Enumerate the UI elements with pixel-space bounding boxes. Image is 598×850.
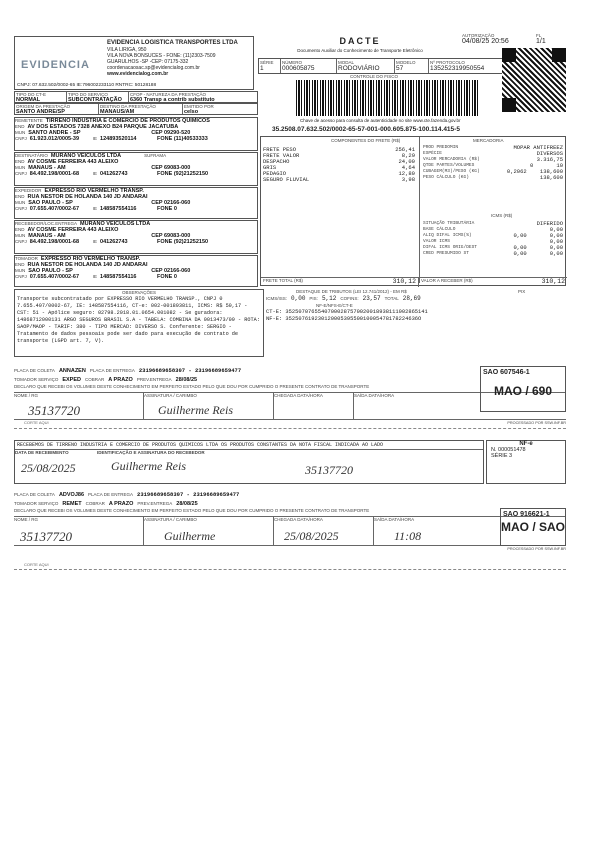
cte-line-2: NF-E: 35250761923012000539550010005478178224636O [266,316,422,322]
party-ie: 124893520114 [100,136,137,142]
placa-coleta-value: ANNAZEN [58,367,86,374]
freight-name: GRIS [263,164,277,171]
party-cnpj: 07.655.407/0002-67 [29,206,80,212]
canhoto-rg-handwritten: 35137720 [305,463,353,477]
party-cnpj: 84.492.198/0001-68 [29,239,80,245]
party-name: EXPRESSO RIO VERMELHO TRANSP. [44,188,144,194]
frete-total-value: 310,12 [392,278,416,285]
party-extra: SUFRAMA [144,153,167,158]
party-ie-label: IE [92,239,98,244]
protocolo-value: 135252319950554 [430,65,485,72]
party-cep: CEP 09290-520 [151,130,191,136]
party-cnpj-label: CNPJ [15,136,27,141]
receipt-block-1 [14,366,566,425]
freight-value: 8,29 [401,152,415,159]
party-end: AV COSME FERREIRA 443 ALEIXO [27,227,119,233]
icms-name: BASE CÁLCULO [423,227,456,232]
party-ie: 041262743 [100,171,128,177]
assinatura-label-2: ASSINATURA / CARIMBO [144,517,197,522]
freight-name: FRETE VALOR [263,152,300,159]
party-role: DESTINATÁRIO [15,153,48,158]
chegada-label: CHEGADA DATA/HORA [274,393,323,398]
assinatura-handwritten-2: Guilherme [164,529,216,543]
party-name: EXPRESSO RIO VERMELHO TRANSP. [40,256,141,262]
origem-label: ORIGEM DA PRESTAÇÃO [16,104,71,109]
party-name: MURANO VEICULOS LTDA [80,221,151,227]
merch-name: VALOR MERCADORIA (R$) [423,157,480,162]
issuer-address3: GUARULHOS -SP -CEP: 07175-332 [107,59,189,65]
prev-entrega-label-2: PREV.ENTREGA [137,501,173,506]
party-mun-label: MUN [15,233,26,238]
party-doc-row [15,274,257,280]
icms-value: DIFERIDO [536,220,563,227]
canhoto-ass-handwritten: Guilherme Reis [111,459,186,473]
party-cep: CEP 02166-060 [151,200,191,206]
party-fone: FONE (92)21252150 [157,239,209,245]
issuer-logo: EVIDENCIA [21,59,90,71]
meta-row-2 [14,103,258,115]
assinatura-handwritten: Guilherme Reis [158,403,233,417]
fl-value: 1/1 [536,38,546,45]
chegada-label-2: CHEGADA DATA/HORA [274,517,323,522]
tributos-total: 28,69 [402,295,421,302]
corte-label-1: CORTE AQUI [24,420,49,425]
icms-iss-label: ICMS/ISS: [266,296,288,301]
party-end-label: END [15,262,25,267]
party-box [14,187,258,219]
saida-handwritten: 11:08 [394,529,422,543]
party-box [14,220,258,254]
placa-entrega-value-2: 23196689658307 - 23196689659477 [137,491,240,498]
protocolo-label: Nº PROTOCOLO [430,60,465,65]
qr-code [502,48,566,112]
tipo-servico-value: SUBCONTRATAÇÃO [68,97,122,103]
tomador-servico-label-2: TOMADOR SERVIÇO [14,501,59,506]
nome-rg-label-2: NOME / RG [14,517,39,522]
party-cnpj: 84.492.198/0001-68 [29,171,80,177]
freight-name: PEDAGIO [263,170,287,177]
freight-value: 4,64 [401,164,415,171]
party-end-label: END [15,124,25,129]
issuer-site: www.evidencialog.com.br [107,71,169,77]
tomador-servico-value-2: REMET [62,500,82,507]
party-ie-label: IE [92,206,98,211]
party-ie-label: IE [92,171,98,176]
freight-value: 3,98 [401,176,415,183]
party-mun-label: MUN [15,268,26,273]
modal-label: MODAL [338,60,355,65]
party-end-label: END [15,194,25,199]
party-ie: 148587554116 [100,274,137,280]
icms-name: VALOR ICMS [423,239,451,244]
declaro-text: DECLARO QUE RECEBI OS VOLUMES DESTE CONHECIMENTO EM PERFEITO ESTADO PELO QUE DOU POR CUMPRIDO O PRESENTE CONTRATO DE TRANSPORTE [14,384,370,389]
fl-label: FL [536,33,542,38]
canhoto-box [14,440,484,484]
route-dest-2: MAO / SAO [501,520,566,534]
freight-name: SEGURO FLUVIAL [263,176,310,183]
pix-label: PIX [518,289,526,294]
route-code-2: SAO 916621-1 [503,511,550,518]
freight-name: DESPACHO [263,158,290,165]
party-mun-label: MUN [15,200,26,205]
componentes-label: COMPONENTES DO FRETE (R$) [331,138,401,143]
merch-value: 0 10 [529,162,563,169]
party-fone: FONE 0 [157,206,177,212]
party-cnpj: 61.923.012/0005-39 [29,136,80,142]
party-end-label: END [15,227,25,232]
freight-value: 24,00 [398,158,415,165]
cobrar-value-2: A PRAZO [108,500,134,507]
party-end: AV DOS ESTADOS 7328 ANEXO B24 PARQUE JACATUBA [27,124,179,130]
destaque-label: DESTAQUE DE TRIBUTOS (LEI 12.741/2012) - EM R$ [296,289,407,294]
party-end: RUA NESTOR DE HOLANDA 140 JD ANDARAI [27,194,148,200]
auth-label: AUTORIZAÇÃO [462,33,495,38]
icms-name: CRED PRESUMIDO ST [423,251,469,256]
parties-block [14,116,258,287]
party-cnpj-label: CNPJ [15,206,27,211]
placa-entrega-value: 23196689658307 - 23196689659477 [138,367,242,374]
total-label: TOTAL [384,296,399,301]
party-doc-row [15,171,257,177]
destino-value: MANAUS/AM [100,109,135,115]
cobrar-value: A PRAZO [108,376,133,383]
party-end-label: END [15,159,25,164]
party-box [14,152,258,186]
cfop-value: 6360 Transp a contrib substituto [130,97,215,103]
cfop-label: CFOP - NATUREZA DA PRESTAÇÃO [130,92,207,97]
observacoes-label: OBSERVAÇÕES [121,290,157,295]
freight-value: 256,41 [395,146,415,153]
icms-value: 0,00 [549,226,563,233]
merch-row [423,175,563,181]
route-code-1: SAO 607546-1 [483,369,530,376]
canhoto-nfe-num: N. 000051478 [491,447,526,453]
issuer-email: coordenacaosac.sp@evidencialog.com.br [107,65,200,71]
numero-value: 000605875 [282,65,315,72]
tributos-pis: 5,12 [321,295,337,302]
canhoto-ident-label: IDENTIFICAÇÃO E ASSINATURA DO RECEBEDOR [97,450,205,455]
valor-receber-value: 310,12 [541,278,565,285]
issuer-address2: VILA NOVA BONSUCES - FONE: (11)2303-7509 [107,53,216,59]
issuer-box [14,36,254,90]
nome-rg-label: NOME / RG [14,393,39,398]
route-dest-1: MAO / 690 [493,384,553,398]
party-role: RECEBEDOR/LOC.ENTREGA [15,221,78,226]
merch-value: 0,2062 138,600 [506,168,563,175]
placa-coleta-value-2: ADVOJ86 [58,491,85,498]
dacte-title-box [258,36,462,58]
placa-coleta-label-2: PLACA DE COLETA [14,492,55,497]
party-doc-row [15,136,257,142]
destino-label: DESTINO DA PRESTAÇÃO [100,104,156,109]
tipo-cte-label: TIPO DO CT-E [16,92,47,97]
tributos-row [266,295,516,302]
prev-entrega-label: PREV.ENTREGA [136,377,172,382]
party-end: RUA NESTOR DE HOLANDA 140 JD ANDARAI [27,262,148,268]
party-fone: FONE 0 [157,274,177,280]
pis-label: PIS: [309,296,318,301]
party-fone: FONE (92)21252150 [157,171,209,177]
icms-name: ALIQ DIFAL ICMS(%) [423,233,472,238]
party-doc-row [15,206,257,212]
serie-value: 1 [260,65,264,72]
icms-name: DIFAL ICMS ORIG/DEST [423,245,478,250]
merch-name: CUBAGEM(M3)/PESO (KG) [423,169,480,174]
route-box-2 [500,508,566,546]
party-role: TOMADOR [15,256,38,261]
nfe-label: NF-E/NFS-E/CT-E [316,303,353,308]
valor-receber-label: VALOR A RECEBER (R$) [421,278,473,283]
party-ie: 041262743 [100,239,128,245]
party-ie-label: IE [92,136,98,141]
placa-coleta-label: PLACA DE COLETA [14,368,55,373]
numero-label: NÚMERO [282,60,302,65]
canhoto-data-handwritten: 25/08/2025 [21,461,76,475]
merch-name: PROD PREDOMIN [423,145,459,150]
values-block [260,136,566,286]
merch-name: ESPÉCIE [423,151,442,156]
party-cep: CEP 69083-000 [151,233,191,239]
tributos-box [266,289,566,357]
chave-acesso: 35.2508.07.632.502/0002-65-57-001-000.605.875-100.114.415-5 [272,126,460,133]
party-mun-label: MUN [15,130,26,135]
declaro-text-2: DECLARO QUE RECEBI OS VOLUMES DESTE CONHECIMENTO EM PERFEITO ESTADO PELO QUE DOU POR CUMPRIDO O PRESENTE CONTRATO DE TRANSPORTE [14,508,370,513]
assinatura-label: ASSINATURA / CARIMBO [144,393,197,398]
totals-row [261,277,567,287]
canhoto-nfe-label: NF-e [519,441,533,447]
party-name: MURANO VEICULOS LTDA [50,153,122,159]
cobrar-label: COBRAR [85,377,105,382]
tomador-servico-value: EXPED [62,376,81,383]
cofins-label: COFINS: [340,296,359,301]
party-fone: FONE (11)40533333 [157,136,208,142]
party-mun: MANAUS - AM [28,165,66,171]
emitido-value: celso [184,109,199,115]
icms-row [423,251,563,257]
icms-name: SITUAÇÃO TRIBUTÁRIA [423,221,475,226]
modelo-value: 57 [396,65,404,72]
icms-value: 0,00 0,00 [513,244,563,251]
frete-total-label: FRETE TOTAL (R$) [263,278,303,283]
origem-value: SANTO ANDRE/SP [16,109,65,115]
fl-box [536,33,566,45]
tipo-servico-label: TIPO DO SERVIÇO [68,92,108,97]
processado-2: PROCESSADO POR SSW.INF.BR [507,547,566,551]
cut-line-1 [14,428,566,429]
merch-value: MOPAR ANTIFREEZ [513,144,563,151]
modal-value: RODOVIÁRIO [338,65,380,72]
controle-fisco-label: CONTROLE DO FISCO [350,74,399,79]
merch-value: 3.316,75 [536,156,563,163]
observacoes-text: Transporte subcontratado por EXPRESSO RIO VERMELHO TRANSP., CNPJ 0 7.655.407/0002-67, IE: 148587554116, CT-e: 002-001893811, ICMS: R$ 50,17 - CST: 51 - Apólice seguro: 02798.2018.01.0654.001082 - Se guradora: 14868712000131 ARGO SEGUROS BRASIL S.A - TABELA: COMBINA DA 0013473/09 - ROTA: SAOP/MAOP - TARIF: 380 - TIPO MERCAD: DIVERSO S. Conferente: SERGIO - Tratamento de dados pessoais pode ser dado para execução de contrato de transporte (LGPD art. 7, V). [17,296,260,344]
party-end: AV COSME FERREIRA 443 ALEIXO [27,159,119,165]
saida-label-2: SAÍDA DATA/HORA [374,517,415,522]
merch-list [423,145,563,181]
processado-1: PROCESSADO POR SSW.INF.BR [507,421,566,425]
party-cep: CEP 02166-060 [151,268,191,274]
emitido-label: EMITIDO POR [184,104,214,109]
canhoto-nfe-serie: SÉRIE 3 [491,453,513,459]
dacte-title: DACTE [339,36,381,46]
chave-note: Chave de acesso para consulta de autenticidade no site www.cte.fazenda.gov.br [300,118,461,123]
party-doc-row [15,239,257,245]
corte-label-2: CORTE AQUI [24,562,49,567]
cut-line-2 [14,569,566,570]
freight-value: 12,80 [398,170,415,177]
merch-value: DIVERSOS [536,150,563,157]
party-cnpj-label: CNPJ [15,274,27,279]
icms-value: 0,00 0,00 [513,250,563,257]
party-cnpj-label: CNPJ [15,171,27,176]
party-cnpj: 07.655.407/0002-67 [29,274,80,280]
tomador-servico-label: TOMADOR SERVIÇO [14,377,59,382]
party-mun: MANAUS - AM [28,233,66,239]
nome-rg-handwritten-2: 35137720 [20,529,72,544]
icms-value: 0,00 0,00 [513,232,563,239]
issuer-name: EVIDENCIA LOGISTICA TRANSPORTES LTDA [107,40,238,46]
party-role: REMETENTE [15,118,43,123]
issuer-cnpj: CNPJ: 07.632.502/0002-65 IE:796002233110 RNTRC: 50128188 [17,83,157,88]
freight-name: FRETE PESO [263,146,297,153]
party-mun: SANTO ANDRE - SP [28,130,81,136]
party-cnpj-label: CNPJ [15,239,27,244]
meta-row-1 [14,91,258,103]
cobrar-label-2: COBRAR [85,501,105,506]
merch-name: PESO CÁLCULO (KG) [423,175,469,180]
route-box-1 [480,366,566,412]
modelo-label: MODELO [396,60,416,65]
party-ie-label: IE [92,274,98,279]
party-role: EXPEDIDOR [15,188,42,193]
fiscal-barcode [296,80,480,116]
canhoto-nfe-box [486,440,566,484]
icms-value: 0,00 [549,238,563,245]
auth-box [462,33,532,45]
auth-value: 04/08/25 20:56 [462,38,509,45]
prev-entrega-value-2: 28/08/25 [176,500,198,507]
observacoes-box [14,289,264,357]
placa-entrega-label-2: PLACA DE ENTREGA [88,492,134,497]
saida-label: SAÍDA DATA/HORA [354,393,395,398]
serie-label: SÉRIE [260,60,274,65]
canhoto-header: RECEBEMOS DE TIRRENO INDUSTRIA E COMERCIO DE PRODUTOS QUIMICOS LTDA OS PRODUTOS CONSTANTES DA NOTA FISCAL INDICADA AO LADO [15,441,483,450]
party-mun: SAO PAULO - SP [28,200,73,206]
freight-list [263,147,415,183]
icms-label: ICMS (R$) [491,213,513,218]
freight-row [263,177,415,183]
party-box [14,255,258,287]
canhoto-data-label: DATA DE RECEBIMENTO [15,450,69,455]
placa-entrega-label: PLACA DE ENTREGA [89,368,135,373]
mercadoria-label: MERCADORIA [473,138,504,143]
party-name: TIRRENO INDUSTRIA E COMERCIO DE PRODUTOS QUIMICOS [45,118,210,124]
dacte-subtitle: Documento Auxiliar do Conhecimento de Transporte Eletrônico [297,48,423,53]
merch-name: QTDE PARTES/VOLUMES [423,163,475,168]
cte-line-1: CT-E: 35250707655407000287570020018938111002865141 [266,309,428,315]
merch-value: 138,600 [539,174,563,181]
prev-entrega-value: 28/08/25 [175,376,198,383]
party-mun: SAO PAULO - SP [28,268,73,274]
party-cep: CEP 69083-000 [151,165,191,171]
chegada-handwritten: 25/08/2025 [284,529,339,543]
icms-list [423,221,563,257]
issuer-address1: VILA LIRIGA, 950 [107,47,147,53]
tipo-cte-value: NORMAL [16,97,41,103]
receipt-block-2 [14,490,566,551]
party-mun-label: MUN [15,165,26,170]
party-box [14,117,258,151]
nome-rg-handwritten: 35137720 [28,403,80,418]
party-ie: 148587554116 [100,206,137,212]
tributos-cofins: 23,57 [362,295,381,302]
tributos-icms: 0,00 [291,295,306,302]
